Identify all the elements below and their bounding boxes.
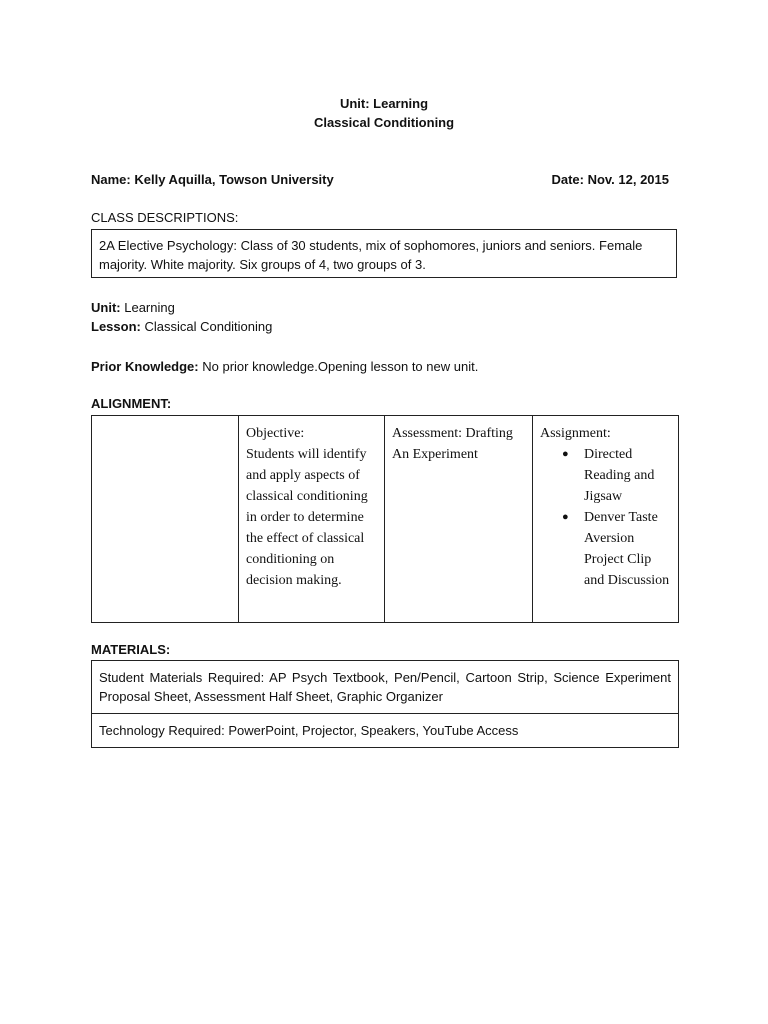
assignment-item-text: Directed Reading and Jigsaw	[584, 447, 655, 504]
technology-cell: Technology Required: PowerPoint, Projector, Speakers, YouTube Access	[92, 714, 679, 748]
prior-knowledge-line	[91, 357, 478, 376]
unit-value: Learning	[124, 300, 175, 315]
name-date-line	[91, 172, 669, 187]
class-descriptions-box	[91, 229, 677, 278]
unit-line	[91, 298, 175, 317]
list-item	[562, 444, 671, 507]
prior-knowledge-label: Prior Knowledge:	[91, 359, 199, 374]
bullet-icon: ●	[562, 511, 569, 523]
objective-cell	[239, 416, 385, 623]
assignment-cell	[533, 416, 679, 623]
unit-label: Unit:	[91, 300, 121, 315]
lesson-line	[91, 317, 272, 336]
alignment-empty-cell	[92, 416, 239, 623]
unit-title: Unit: Learning	[339, 96, 429, 111]
bullet-icon: ●	[562, 448, 569, 460]
class-descriptions-text: 2A Elective Psychology: Class of 30 students, mix of sophomores, juniors and seniors. Female majority. White majority. Six groups of 4, two groups of 3.	[99, 238, 643, 272]
assignment-heading: Assignment:	[540, 426, 611, 441]
list-item	[562, 507, 671, 591]
document-title	[0, 94, 768, 132]
alignment-row	[92, 416, 679, 623]
lesson-value: Classical Conditioning	[144, 319, 273, 334]
table-row	[92, 661, 679, 714]
lesson-label: Lesson:	[91, 319, 141, 334]
assessment-text: Assessment: Drafting An Experiment	[392, 426, 513, 462]
lesson-date: Date: Nov. 12, 2015	[551, 172, 669, 187]
alignment-label: ALIGNMENT:	[91, 396, 172, 411]
objective-text: Students will identify and apply aspects of classical conditioning in order to determine the effect of classical conditioning on decision making.	[246, 447, 368, 588]
class-descriptions-label: CLASS DESCRIPTIONS:	[91, 210, 239, 225]
assignment-list	[540, 444, 671, 591]
materials-label: MATERIALS:	[91, 642, 171, 657]
assessment-cell	[385, 416, 533, 623]
objective-heading: Objective:	[246, 426, 305, 441]
materials-table	[91, 660, 679, 748]
student-materials-cell: Student Materials Required: AP Psych Textbook, Pen/Pencil, Cartoon Strip, Science Experiment Proposal Sheet, Assessment Half Sheet, Graphic Organizer	[92, 661, 679, 714]
lesson-title: Classical Conditioning	[313, 115, 455, 130]
assignment-item-text: Denver Taste Aversion Project Clip and Discussion	[584, 510, 670, 588]
author-name: Name: Kelly Aquilla, Towson University	[91, 172, 334, 187]
table-row	[92, 714, 679, 748]
prior-knowledge-value: No prior knowledge.Opening lesson to new unit.	[202, 359, 479, 374]
alignment-table	[91, 415, 679, 623]
